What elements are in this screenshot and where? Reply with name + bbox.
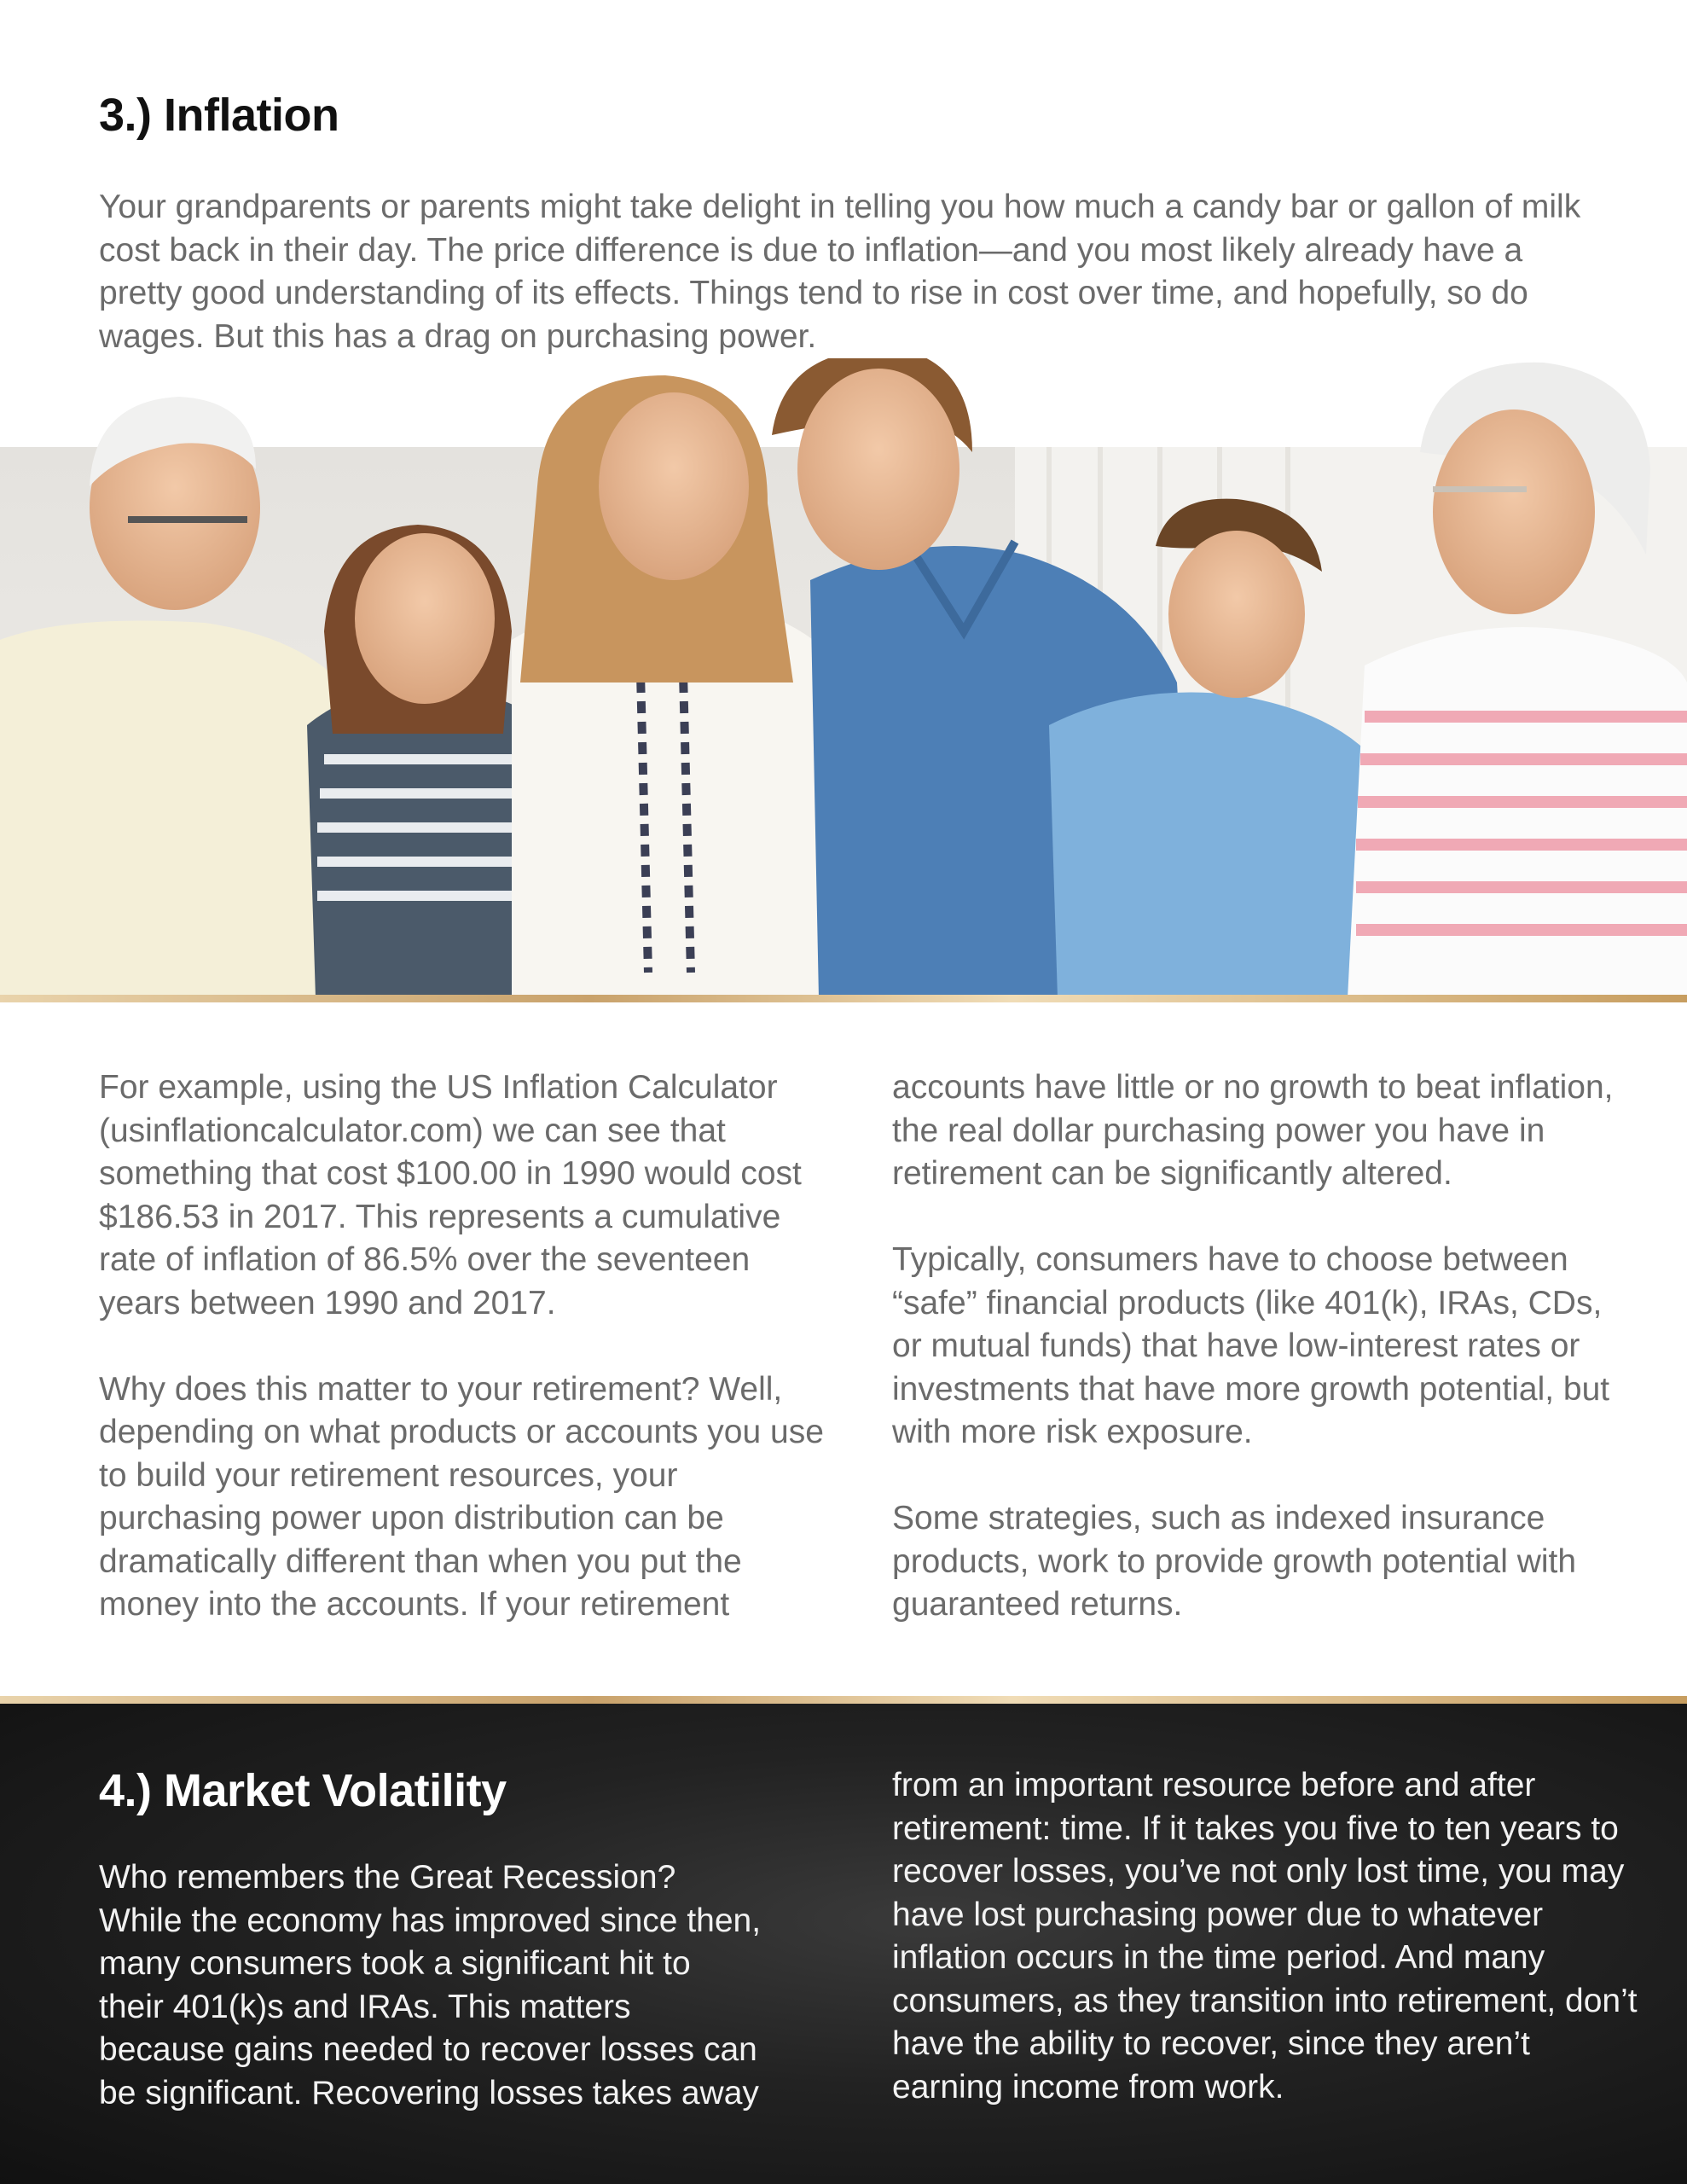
inflation-right-column [892, 1066, 1626, 1670]
market-volatility-left-text: Who remembers the Great Recession? While the economy has improved since then, many consumers took a significant hit to their 401(k)s and IRAs. This matters because gains needed to recover losses can be significant. Recovering losses takes away [99, 1859, 762, 2111]
section-title-inflation: 3.) Inflation [99, 90, 339, 141]
inflation-intro-paragraph: Your grandparents or parents might take delight in telling you how much a candy bar or gallon of milk cost back in their day. The price difference is due to inflation—and you most likely already have a pretty good understanding of its effects. Things tend to rise in cost over time, and hopefully, so do wages. But this has a drag on purchasing power. [99, 189, 1581, 355]
strategies-paragraph: Some strategies, such as indexed insurance products, work to provide growth potential with guaranteed returns. [892, 1500, 1577, 1623]
family-photo [0, 358, 1687, 1002]
retirement-impact-paragraph: Why does this matter to your retirement? Well, depending on what products or accounts you use to build your retirement resources, your purchasing power upon distribution can be dramatically different than when you put the money into the accounts. If your retirement [99, 1370, 824, 1623]
inflation-left-column [99, 1066, 832, 1670]
product-choice-paragraph: Typically, consumers have to choose between “safe” financial products (like 401(k), IRAs, CDs, or mutual funds) that have low-interest rates or investments that have more growth potential, but with more risk exposure. [892, 1241, 1610, 1450]
photo-bottom-divider [0, 995, 1687, 1002]
market-volatility-right-text: from an important resource before and after retirement: time. If it takes you five to ten years to recover losses, you’ve not only lost time, you may have lost purchasing power due to whatever inflation occurs in the time period. And many consumers, as they transition into retirement, don’t have the ability to recover, since they aren’t earning income from work. [892, 1767, 1638, 2106]
section-title-market-volatility: 4.) Market Volatility [99, 1765, 507, 1816]
inflation-example-paragraph: For example, using the US Inflation Calculator (usinflationcalculator.com) we can see that something that cost $100.00 in 1990 would cost $186.53 in 2017. This represents a cumulative rate of inflation of 86.5% over the seventeen years between 1990 and 2017. [99, 1069, 802, 1321]
section-divider [0, 1696, 1687, 1704]
purchasing-power-paragraph: accounts have little or no growth to beat inflation, the real dollar purchasing power you have in retirement can be significantly altered. [892, 1069, 1614, 1192]
